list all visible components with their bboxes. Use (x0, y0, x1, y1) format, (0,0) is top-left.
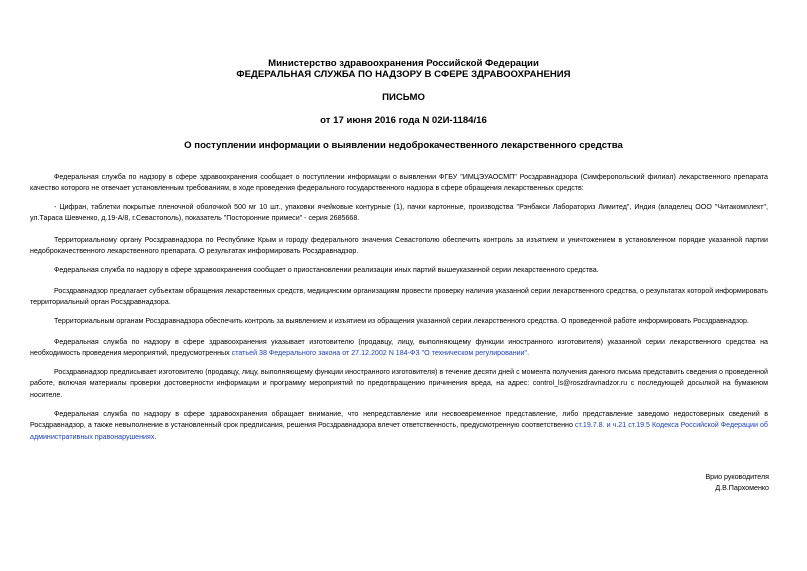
paragraph-6: Территориальным органам Росздравнадзора обеспечить контроль за выявлением и изъятием из обращения указанной серии лекарственного средства. О проведенной работе информировать Росздравнадзор. (54, 317, 749, 325)
paragraph-3: Территориальному органу Росздравнадзора по Республике Крым и городу федерального значения Севастополю обеспечить контроль за изъятием и уничтожением в установленном порядке указанной партии недоброкачественного лекарственного препарата. О результатах информировать Росздравнадзор. (30, 236, 768, 256)
paragraph-7-text: Федеральная служба по надзору в сфере здравоохранения указывает изготовителю (продавцу, лицу, выполняющему функции иностранного изготовителя) указанной серии лекарственного средства на необходимость проведения мероприятий, предусмотренных (30, 338, 768, 358)
koap-article-19-5-link[interactable]: и ч.21 ст.19.5 (606, 421, 650, 430)
paragraph-9-text: Федеральная служба по надзору в сфере здравоохранения обращает внимание, что непредставление или несвоевременное представление, либо представление заведомо недостоверных сведений в Росздравнадзор, а также невыполнение в установленный срок предписания, решения Росздравнадзора влечет ответственность, предусмотренную соответственно (30, 410, 768, 430)
signature-position: Врио руководителя (705, 473, 769, 481)
law-184fz-link[interactable]: статьей 38 Федерального закона от 27.12.2002 N 184-ФЗ "О техническом регулировании" (231, 349, 528, 358)
koap-code-link[interactable]: Кодекса Российской Федерации об административных правонарушениях (30, 421, 768, 441)
paragraph-8: Росздравнадзор предписывает изготовителю (продавцу, лицу, выполняющему функции иностранного изготовителя) в течение десяти дней с момента получения данного письма представить сведения о проведенной работе, включая материалы проверки достоверности информации и программу мероприятий по предотвращению причинения вреда, на адрес: control_ls@roszdravnadzor.ru с последующей досылкой на бумажном носителе. (30, 368, 768, 399)
paragraph-7-end: . (527, 349, 530, 358)
paragraph-2: - Цифран, таблетки покрытые пленочной оболочкой 500 мг 10 шт., упаковки ячейковые контурные (1), пачки картонные, производства "Рэнбакси Лабораториз Лимитед", Индия (владелец ООО "Читакомплект", ул.Тараса Шевченко, д.19-А/8, г.Севастополь), показатель "Посторонние примеси" - серия 2685668. (30, 203, 768, 223)
paragraph-7 (30, 337, 768, 360)
document-title: О поступлении информации о выявлении недоброкачественного лекарственного средства (184, 140, 623, 151)
paragraph-4: Федеральная служба по надзору в сфере здравоохранения сообщает о приостановлении реализации иных партий вышеуказанной серии лекарственного средства. (54, 266, 599, 274)
koap-article-19-7-8-link[interactable]: ст.19.7.8. (574, 421, 605, 430)
ministry-heading: Министерство здравоохранения Российской Федерации (268, 58, 539, 69)
paragraph-1: Федеральная служба по надзору в сфере здравоохранения сообщает о поступлении информации о выявлении ФГБУ "ИМЦЭУАОСМП" Росздравнадзора (Симферопольский филиал) лекарственного препарата качество которого не отвечает установленным требованиям, в ходе проведения федерального государственного надзора в сфере обращения лекарственных средств: (30, 173, 768, 193)
paragraph-5: Росздравнадзор предлагает субъектам обращения лекарственных средств, медицинским организациям провести проверку наличия указанной серии лекарственного средства, о результатах которой информировать территориальный орган Росздравнадзора. (30, 287, 768, 307)
paragraph-9-end: . (154, 432, 157, 441)
doc-type-heading: ПИСЬМО (382, 92, 425, 103)
signature-name: Д.В.Пархоменко (715, 484, 769, 492)
paragraph-9 (30, 409, 768, 443)
service-heading: ФЕДЕРАЛЬНАЯ СЛУЖБА ПО НАДЗОРУ В СФЕРЕ ЗДРАВООХРАНЕНИЯ (236, 69, 571, 80)
date-number-heading: от 17 июня 2016 года N 02И-1184/16 (320, 115, 487, 126)
